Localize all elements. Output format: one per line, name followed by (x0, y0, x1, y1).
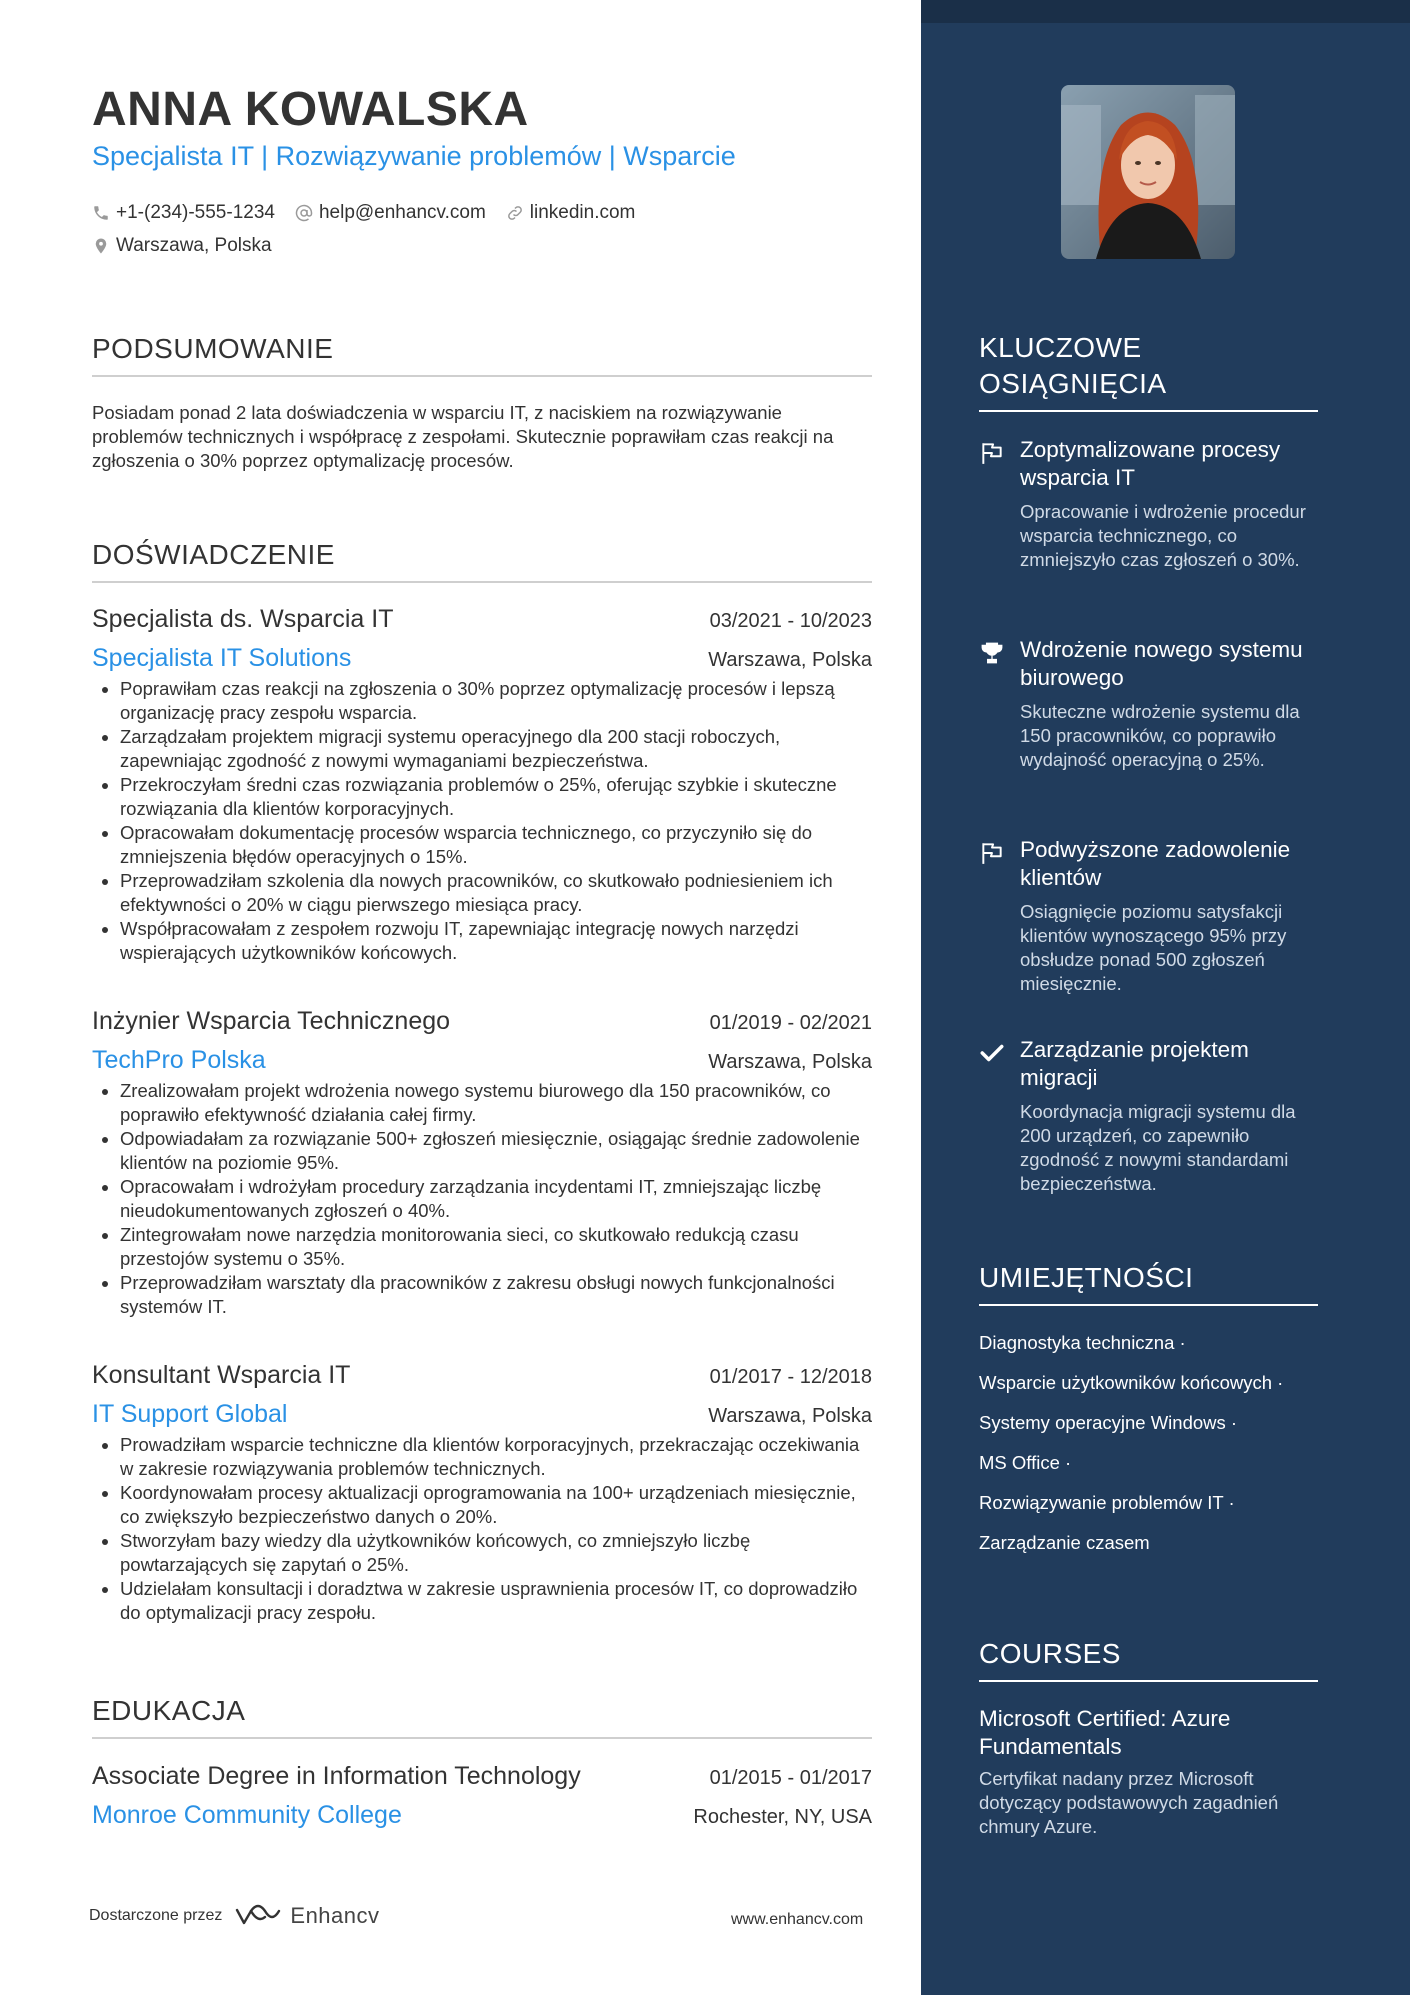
trophy-icon (979, 640, 1005, 666)
job-bullet: • Udzielałam konsultacji i doradztwa w zakresie usprawnienia procesów IT, co doprowadziło do optymalizacji pracy zespołu. (120, 1577, 872, 1625)
enhancv-brand[interactable]: Enhancv (290, 1903, 380, 1928)
flag-icon (979, 440, 1005, 466)
powered-by-text: Dostarczone przez (89, 1907, 223, 1924)
school-location: Rochester, NY, USA (693, 1806, 872, 1828)
achievement-item (979, 436, 1324, 572)
location-contact (92, 235, 272, 257)
job-bullet: • Odpowiadałam za rozwiązanie 500+ zgłoszeń miesięcznie, osiągając średnie zadowolenie klientów na poziomie 95%. (120, 1127, 872, 1175)
job-company: TechPro Polska (92, 1046, 266, 1074)
at-icon (295, 204, 313, 222)
education-section-title: EDUKACJA (92, 1695, 872, 1739)
achievement-item (979, 836, 1324, 996)
location-text: Warszawa, Polska (116, 234, 272, 256)
skill-item: Zarządzanie czasem (979, 1532, 1150, 1553)
contact-info (92, 196, 892, 262)
achievements-title-line1: KLUCZOWE (979, 332, 1142, 363)
job-entry (92, 605, 872, 965)
job-company: IT Support Global (92, 1400, 288, 1428)
achievement-description: Osiągnięcie poziomu satysfakcji klientów wynoszącego 95% przy obsłudze ponad 500 zgłoszeń miesięcznie. (1020, 901, 1287, 994)
tagline: Specjalista IT | Rozwiązywanie problemów | Wsparcie (92, 141, 736, 171)
job-bullet: • Zarządzałam projektem migracji systemu operacyjnego dla 200 stacji roboczych, zapewniając zgodność z nowymi wymaganiami bezpieczeństwa. (120, 725, 872, 773)
sidebar (921, 0, 1410, 1995)
website-link[interactable]: www.enhancv.com (731, 1911, 864, 1928)
courses-section-title: COURSES (979, 1636, 1318, 1682)
profile-portrait-image (1061, 85, 1235, 259)
phone-text: +1-(234)-555-1234 (116, 201, 275, 223)
job-title: Konsultant Wsparcia IT (92, 1361, 351, 1389)
achievement-description: Koordynacja migracji systemu dla 200 urządzeń, co zapewniło zgodność z nowymi standardami bezpieczeństwa. (1020, 1101, 1296, 1194)
skill-item: Diagnostyka techniczna · (979, 1332, 1186, 1353)
achievement-description: Opracowanie i wdrożenie procedur wsparcia technicznego, co zmniejszyło czas zgłoszeń o 30%. (1020, 501, 1306, 570)
skills-list (979, 1325, 1283, 1565)
check-icon (979, 1040, 1005, 1066)
achievement-item (979, 636, 1324, 772)
linkedin-contact[interactable] (506, 202, 636, 224)
job-bullet: • Stworzyłam bazy wiedzy dla użytkowników końcowych, co zmniejszyło liczbę powtarzających się zapytań o 25%. (120, 1529, 872, 1577)
job-dates: 01/2017 - 12/2018 (709, 1366, 872, 1388)
job-bullet: • Współpracowałam z zespołem rozwoju IT, zapewniając integrację nowych narzędzi wspierających użytkowników końcowych. (120, 917, 872, 965)
profile-photo (1061, 85, 1235, 259)
location-pin-icon (92, 237, 110, 255)
phone-icon (92, 204, 110, 222)
achievement-title: Podwyższone zadowolenie klientów (1020, 837, 1291, 890)
job-bullet: • Koordynowałam procesy aktualizacji oprogramowania na 100+ urządzeniach miesięcznie, co zwiększyło bezpieczeństwo danych o 20%. (120, 1481, 872, 1529)
experience-section-title: DOŚWIADCZENIE (92, 539, 872, 583)
achievement-description: Skuteczne wdrożenie systemu dla 150 pracowników, co poprawiło wydajność operacyjną o 25%. (1020, 701, 1300, 770)
phone-contact[interactable] (92, 202, 275, 224)
job-location: Warszawa, Polska (708, 1051, 872, 1073)
link-icon (506, 204, 524, 222)
job-bullet: • Opracowałam dokumentację procesów wsparcia technicznego, co przyczyniło się do zmniejszenia błędów operacyjnych o 15%. (120, 821, 872, 869)
education-entry (92, 1762, 872, 1830)
skill-item: Systemy operacyjne Windows · (979, 1412, 1238, 1433)
job-bullets (92, 677, 872, 965)
course-description: Certyfikat nadany przez Microsoft dotyczący podstawowych zagadnień chmury Azure. (979, 1768, 1279, 1837)
sidebar-top-band (921, 0, 1410, 23)
job-bullets (92, 1433, 872, 1625)
linkedin-text: linkedin.com (529, 201, 636, 223)
skill-item: Rozwiązywanie problemów IT · (979, 1492, 1235, 1513)
job-bullets (92, 1079, 872, 1319)
candidate-name: ANNA KOWALSKA (92, 83, 529, 136)
job-bullet: • Przekroczyłam średni czas rozwiązania problemów o 25%, oferując szybkie i skuteczne rozwiązania dla klientów korporacyjnych. (120, 773, 872, 821)
email-text: help@enhancv.com (318, 201, 486, 223)
job-bullet: • Przeprowadziłam warsztaty dla pracowników z zakresu obsługi nowych funkcjonalności systemów IT. (120, 1271, 872, 1319)
job-entry (92, 1007, 872, 1319)
job-title: Specjalista ds. Wsparcia IT (92, 605, 394, 633)
course-title: Microsoft Certified: Azure Fundamentals (979, 1706, 1231, 1759)
job-title: Inżynier Wsparcia Technicznego (92, 1007, 451, 1035)
achievement-title: Zarządzanie projektem migracji (1020, 1037, 1249, 1090)
skill-item: MS Office · (979, 1452, 1072, 1473)
job-entry (92, 1361, 872, 1625)
skill-item: Wsparcie użytkowników końcowych · (979, 1372, 1284, 1393)
job-location: Warszawa, Polska (708, 1405, 872, 1427)
job-bullet: • Opracowałam i wdrożyłam procedury zarządzania incydentami IT, zmniejszając liczbę nieudokumentowanych zgłoszeń o 40%. (120, 1175, 872, 1223)
job-dates: 03/2021 - 10/2023 (709, 610, 872, 632)
education-dates: 01/2015 - 01/2017 (709, 1767, 872, 1789)
job-dates: 01/2019 - 02/2021 (709, 1012, 872, 1034)
job-bullet: • Poprawiłam czas reakcji na zgłoszenia o 30% poprzez optymalizację procesów i lepszą organizację pracy zespołu wsparcia. (120, 677, 872, 725)
degree: Associate Degree in Information Technology (92, 1762, 581, 1790)
achievement-title: Zoptymalizowane procesy wsparcia IT (1020, 437, 1281, 490)
skills-section-title: UMIEJĘTNOŚCI (979, 1260, 1318, 1306)
job-bullet: • Zintegrowałam nowe narzędzia monitorowania sieci, co skutkowało redukcją czasu przestojów systemu o 35%. (120, 1223, 872, 1271)
summary-section-title: PODSUMOWANIE (92, 333, 872, 377)
job-bullet: • Przeprowadziłam szkolenia dla nowych pracowników, co skutkowało podniesieniem ich efektywności o 20% w ciągu pierwszego miesiąca pracy. (120, 869, 872, 917)
achievement-item (979, 1036, 1324, 1196)
school-name: Monroe Community College (92, 1801, 402, 1829)
job-location: Warszawa, Polska (708, 649, 872, 671)
achievement-title: Wdrożenie nowego systemu biurowego (1020, 637, 1303, 690)
flag-icon (979, 840, 1005, 866)
achievements-title-line2: OSIĄGNIĘCIA (979, 368, 1167, 399)
enhancv-logo-icon (234, 1903, 282, 1929)
achievements-section-title (979, 330, 1318, 412)
job-company: Specjalista IT Solutions (92, 644, 352, 672)
email-contact[interactable] (295, 202, 486, 224)
course-item (979, 1705, 1324, 1839)
job-bullet: • Zrealizowałam projekt wdrożenia nowego systemu biurowego dla 150 pracowników, co poprawiło efektywność działania całej firmy. (120, 1079, 872, 1127)
footer-branding (89, 1903, 380, 1929)
job-bullet: • Prowadziłam wsparcie techniczne dla klientów korporacyjnych, przekraczając oczekiwania w zakresie rozwiązywania problemów technicznych. (120, 1433, 872, 1481)
summary-text: Posiadam ponad 2 lata doświadczenia w wsparciu IT, z naciskiem na rozwiązywanie problemów technicznych i współpracę z zespołami. Skutecznie poprawiłam czas reakcji na zgłoszenia o 30% poprzez optymalizację procesów. (92, 402, 834, 471)
